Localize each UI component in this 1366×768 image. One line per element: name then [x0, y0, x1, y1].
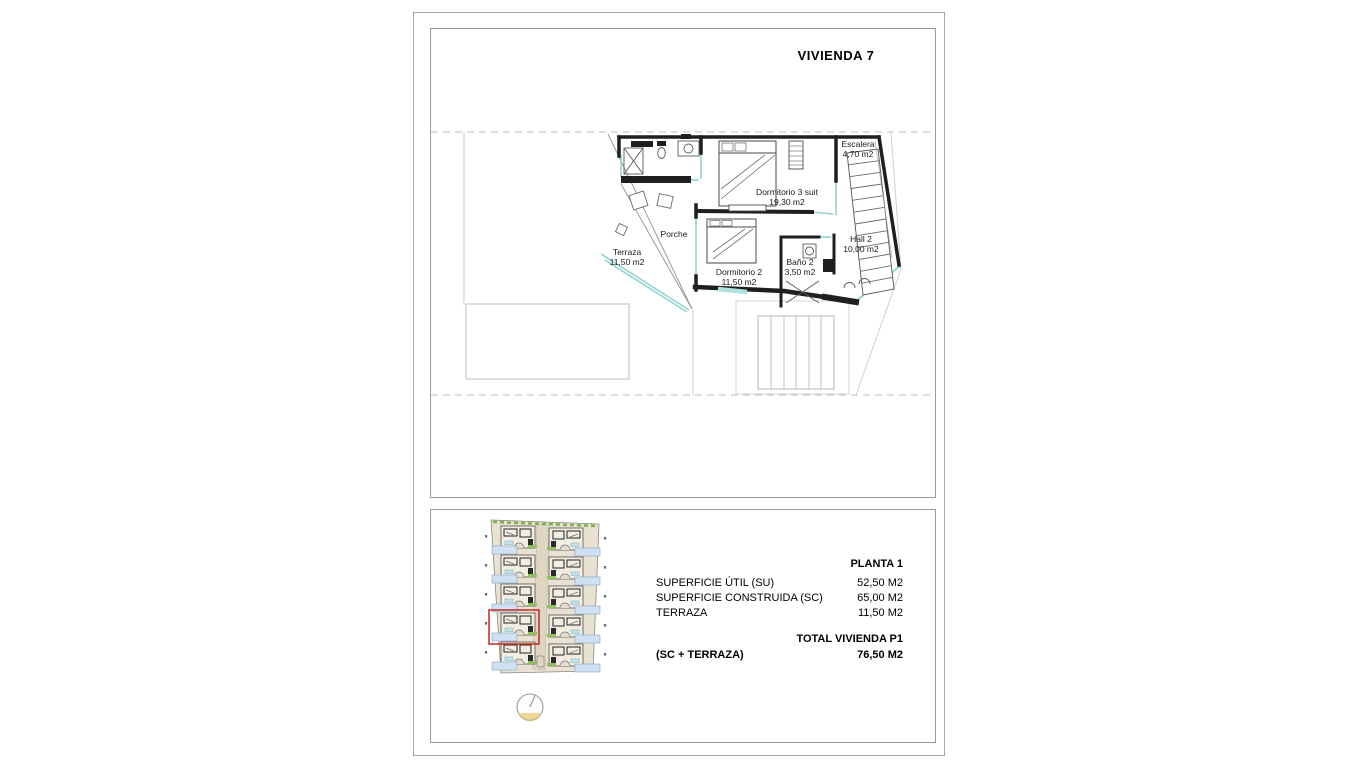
- summary-row: [656, 591, 903, 606]
- summary-total-value: 76,50 M2: [857, 649, 903, 661]
- stairs-icon: [847, 141, 894, 295]
- summary-row-value: 65,00 M2: [857, 592, 903, 604]
- room-label-escalera: Escalera 4,70 m2: [841, 139, 875, 159]
- summary-total-header: TOTAL VIVIENDA P1: [796, 633, 903, 645]
- site-plan: [431, 510, 935, 742]
- summary-row-value: 52,50 M2: [857, 577, 903, 589]
- summary-row-label: SUPERFICIE CONSTRUIDA (SC): [656, 592, 823, 604]
- summary-row-value: 11,50 M2: [857, 607, 903, 619]
- summary-total-row: [656, 648, 903, 663]
- compass-icon: [517, 694, 543, 721]
- floor-plan-drawing: [431, 29, 935, 497]
- pergola-stripes: [758, 316, 834, 389]
- summary-row-label: SUPERFICIE ÚTIL (SU): [656, 577, 775, 589]
- bathroom-fixtures: [624, 141, 699, 174]
- door-opening: [718, 289, 747, 292]
- wardrobe-icon: [789, 141, 803, 169]
- summary-rows: [656, 576, 903, 621]
- summary-panel: [430, 509, 936, 743]
- summary-row: [656, 576, 903, 591]
- plan-title: VIVIENDA 7: [797, 48, 875, 63]
- summary-header: PLANTA 1: [850, 558, 903, 570]
- summary-total-label: (SC + TERRAZA): [656, 649, 744, 661]
- floor-plan-panel: [430, 28, 936, 498]
- room-label-hall2: Hall 2 10,00 m2: [843, 234, 879, 254]
- room-label-porche: Porche: [660, 229, 688, 239]
- summary-row: [656, 606, 903, 621]
- room-label-bano2: Baño 2 3,50 m2: [784, 257, 816, 277]
- room-label-dormitorio2: Dormitorio 2 11,50 m2: [715, 267, 763, 287]
- room-label-dormitorio3: Dormitorio 3 suit 19,30 m2: [756, 187, 818, 207]
- summary-row-label: TERRAZA: [656, 607, 708, 619]
- room-label-terraza: Terraza 11,50 m2: [609, 247, 645, 267]
- bed-icon: [707, 219, 756, 263]
